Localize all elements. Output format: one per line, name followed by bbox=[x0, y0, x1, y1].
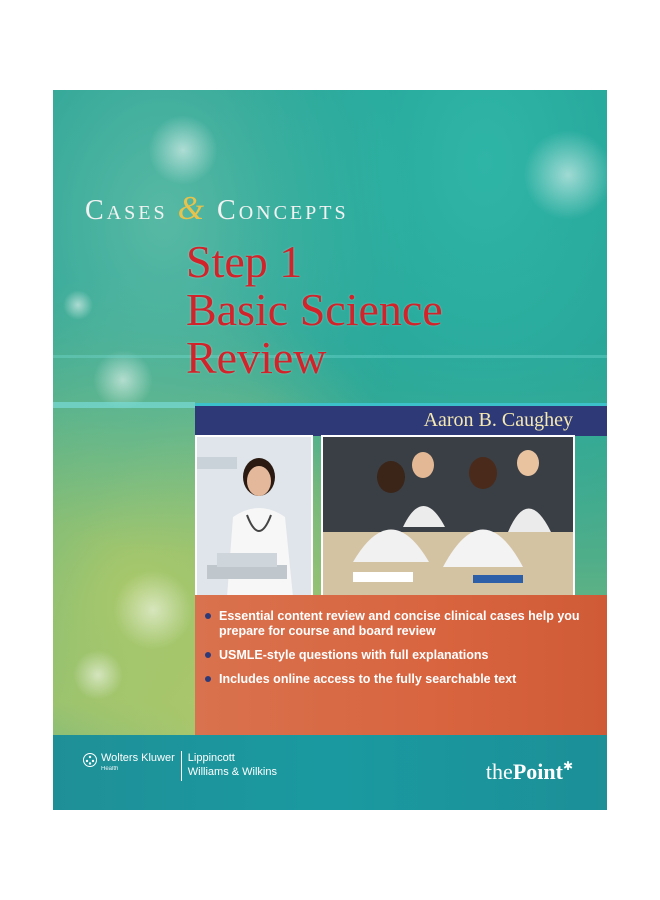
series-ampersand: & bbox=[177, 190, 208, 227]
decorative-stripe bbox=[53, 402, 195, 408]
book-title-line: Basic Science bbox=[186, 284, 443, 335]
cover-photo-student bbox=[195, 435, 313, 599]
publisher-brand-sub: Health bbox=[101, 766, 119, 772]
series-word-concepts: Concepts bbox=[217, 195, 349, 226]
decorative-bokeh bbox=[63, 290, 93, 320]
bullet-icon bbox=[205, 676, 211, 682]
publisher-brand-name: Wolters Kluwer bbox=[101, 752, 175, 764]
features-panel bbox=[195, 595, 607, 735]
bullet-icon bbox=[205, 652, 211, 658]
series-word-cases: Cases bbox=[85, 195, 168, 226]
cover-footer bbox=[53, 735, 607, 810]
book-cover bbox=[53, 90, 607, 810]
author-name: Aaron B. Caughey bbox=[423, 409, 573, 431]
star-icon: ✱ bbox=[562, 759, 573, 773]
classroom-illustration bbox=[323, 437, 573, 597]
decorative-bokeh bbox=[113, 570, 193, 650]
decorative-bokeh bbox=[523, 130, 607, 220]
feature-text: Includes online access to the fully searchable text bbox=[219, 672, 517, 686]
feature-item bbox=[205, 672, 597, 687]
wolters-kluwer-icon bbox=[83, 753, 97, 767]
imprint-line: Williams & Wilkins bbox=[187, 766, 277, 778]
publisher-imprint bbox=[188, 751, 277, 779]
book-title-line: Step 1 bbox=[186, 236, 303, 287]
book-title bbox=[186, 238, 443, 382]
features-list bbox=[195, 595, 607, 687]
thepoint-name: Point bbox=[512, 759, 563, 784]
decorative-bokeh bbox=[93, 350, 153, 410]
feature-item bbox=[205, 648, 597, 663]
publisher-logo bbox=[83, 751, 277, 781]
publisher-divider bbox=[181, 751, 182, 781]
feature-text: Essential content review and concise clinical cases help you prepare for course and board review bbox=[219, 609, 580, 638]
thepoint-prefix: the bbox=[485, 759, 513, 784]
series-title bbox=[85, 190, 349, 228]
publisher-brand bbox=[101, 751, 175, 773]
decorative-bokeh bbox=[148, 115, 218, 185]
student-illustration bbox=[197, 437, 311, 597]
feature-text: USMLE-style questions with full explanations bbox=[219, 648, 489, 662]
feature-item bbox=[205, 609, 597, 639]
decorative-bokeh bbox=[73, 650, 123, 700]
author-bar bbox=[195, 403, 607, 436]
thepoint-logo bbox=[486, 759, 573, 785]
cover-photo-classroom bbox=[321, 435, 575, 599]
imprint-line: Lippincott bbox=[187, 752, 235, 764]
bullet-icon bbox=[205, 613, 211, 619]
book-title-line: Review bbox=[186, 332, 327, 383]
